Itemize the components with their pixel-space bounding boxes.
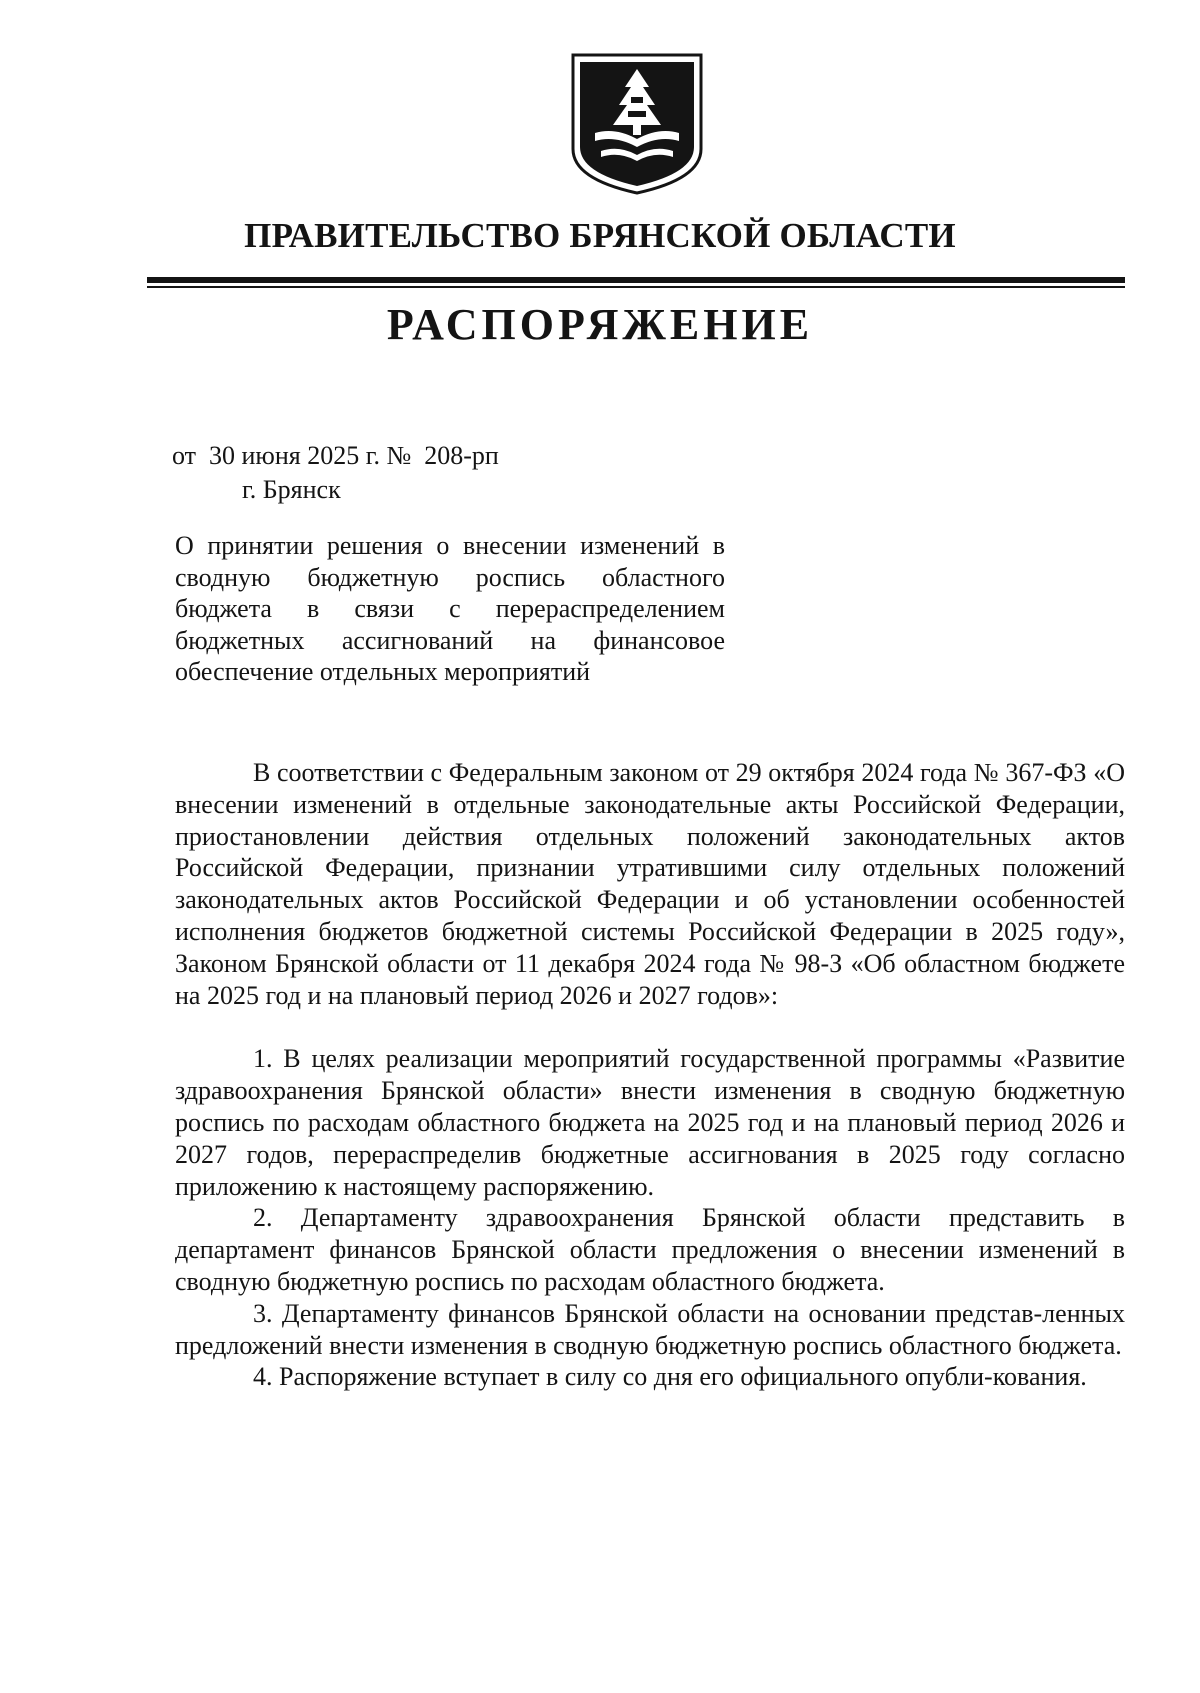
date-and-number: от 30 июня 2025 г. № 208-рп [172, 441, 499, 470]
header-rule-thick [147, 277, 1125, 283]
item-paragraph-4: 4. Распоряжение вступает в силу со дня его официального опубли-кования. [253, 1362, 1087, 1392]
item-paragraph-3: 3. Департаменту финансов Брянской области на основании представ-ленных предложений внести изменения в сводную бюджетную роспись областного бюджета. [175, 1298, 1125, 1360]
coat-of-arms-icon [571, 53, 703, 195]
document-subject: О принятии решения о внесении изменений в сводную бюджетную роспись областного бюджета в связи с перераспределением бюджетных ассигнований на финансовое обеспечение отдельных мероприятий [175, 531, 725, 687]
header-rule-thin [147, 286, 1125, 288]
city: г. Брянск [242, 475, 341, 504]
preamble-paragraph: В соответствии с Федеральным законом от 29 октября 2024 года № 367-ФЗ «О внесении изменений в отдельные законодательные акты Российской Федерации, приостановлении действия отдельных положений законодательных актов Российской Федерации, признании утратившими силу отдельных положений законодательных актов Российской Федерации и об установлении особенностей исполнения бюджетов бюджетной системы Российской Федерации в 2025 году», Законом Брянской области от 11 декабря 2024 года № 98-З «Об областном бюджете на 2025 год и на плановый период 2026 и 2027 годов»: [175, 758, 1125, 1010]
document-type-title: РАСПОРЯЖЕНИЕ [386, 300, 814, 349]
item-paragraph-2: 2. Департаменту здравоохранения Брянской области представить в департамент финансов Брянской области предложения о внесении изменений в сводную бюджетную роспись по расходам областного бюджета. [175, 1203, 1125, 1296]
government-title: ПРАВИТЕЛЬСТВО БРЯНСКОЙ ОБЛАСТИ [244, 216, 956, 255]
document-body [175, 757, 1125, 1393]
item-paragraph-1: 1. В целях реализации мероприятий государственной программы «Развитие здравоохранения Брянской области» внести изменения в сводную бюджетную роспись по расходам областного бюджета на 2025 год и на плановый период 2026 и 2027 годов, перераспределив бюджетные ассигнования в 2025 году согласно приложению к настоящему распоряжению. [175, 1044, 1125, 1201]
